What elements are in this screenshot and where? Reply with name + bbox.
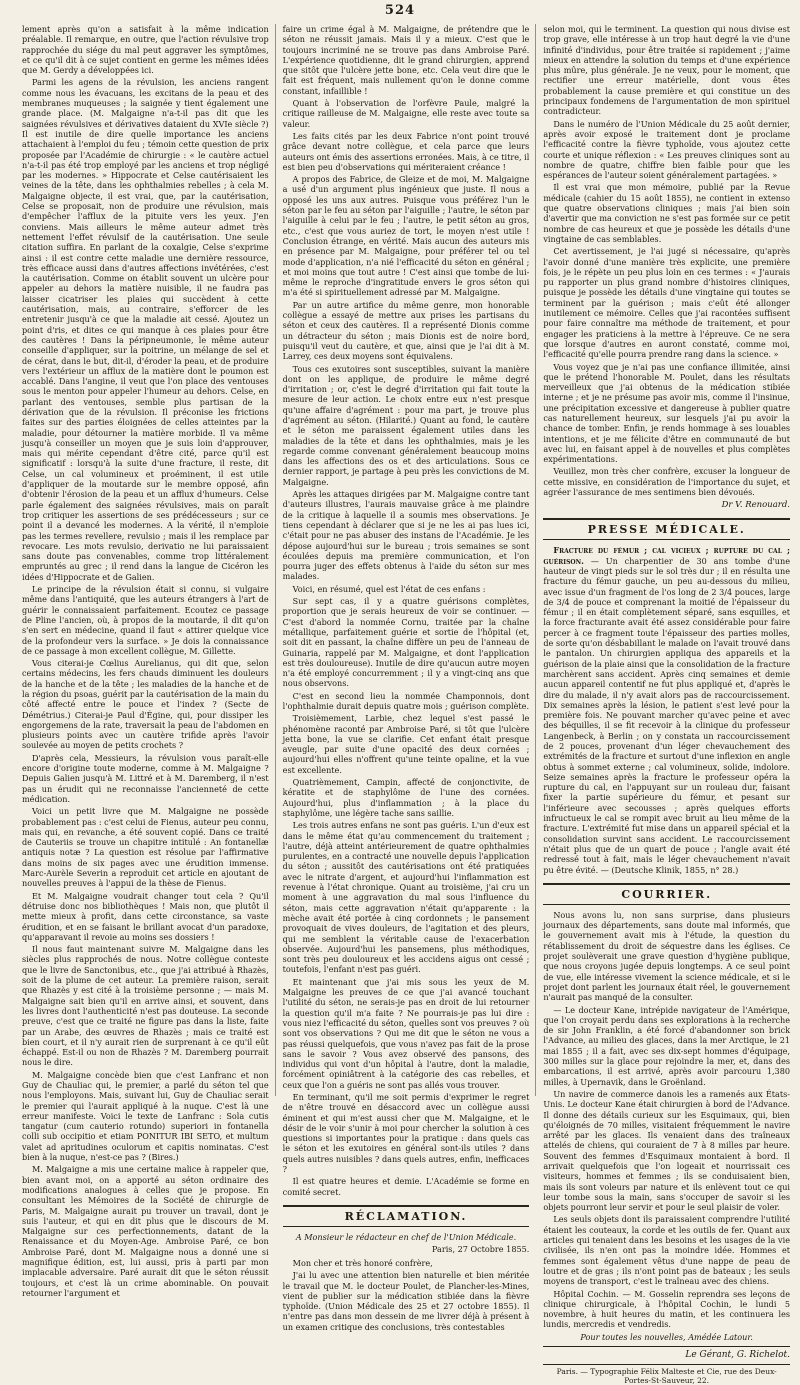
page-columns [22, 24, 791, 1385]
paragraph: Par un autre artifice du même genre, mon honorable collègue a essayé de mettre aux prises les partisans du séton et ceux des cautères. Il a représenté Dionis comme un détracteur du séton ; mais Dionis est de noire bord, puisqu'il veut du cautère, et que, ainsi que je l'ai dit à M. Larrey, ces deux moyens sont équivalens. [282, 299, 530, 362]
courrier-sign: Pour toutes les nouvelles, Amédée Latour. [580, 1331, 753, 1342]
letter-signature: Dr V. Renouard. [721, 500, 791, 511]
paragraph: Quant à l'observation de l'orfèvre Paule, malgré la critique railleuse de M. Malgaigne, elle reste avec toute sa valeur. [282, 98, 530, 129]
courrier-heading: COURRIER. [543, 883, 790, 905]
paragraph: Le principe de la révulsion était si connu, si vulgaire même dans l'antiquité, que les auteurs étrangers à l'art de guérir le connaissaient parfaitement. Ecoutez ce passage de Pline l'ancien, où, à propos de la moutarde, il dit qu'on s'en sert en médecine, quand il faut « attirer quelque vice de la profondeur vers la surface. » Je dois la connaissance de ce passage à mon excellent collègue, M. Gillette. [22, 584, 269, 656]
paragraph: Cet avertissement, je l'ai jugé si nécessaire, qu'après l'avoir donné d'une manière très explicite, une première fois, je le répète un peu plus loin en ces termes : « J'aurais pu rapporter un plus grand nombre d'histoires cliniques, puisque je possède les détails d'une vingtaine qui toutes se terminent par la guérison ; mais c'eût été allonger inutilement ce mémoire. Celles que j'ai racontées suffisent pour faire connaître ma méthode de traitement, et pour engager les praticiens à la mettre à l'épreuve. Ce ne sera que lorsque d'autres en auront constaté, comme moi, l'efficacité qu'elle pourra prendre rang dans la science. » [543, 246, 791, 360]
paragraph: Les seuls objets dont ils paraissaient comprendre l'utilité étaient les couteaux, la corde et les outils de fer. Quant aux articles qui tenaient dans les besoins et les usages de la vie civilisée, ils n'en ont pas la moindre idée. Hommes et femmes sont également vêtus d'une nappe de peau de loutre et de gras ; ils n'ont point pas de bateaux ; les seuls moyens de transport, c'est le traîneau avec des chiens. [543, 1214, 791, 1287]
paragraph: Et maintenant que j'ai mis sous les yeux de M. Malgaigne les preuves de ce que j'ai avancé touchant l'utilité du séton, ne serais-je pas en droit de lui retourner la question qu'il m'a faite ? Ne pourrais-je pas lui dire : vous niez l'efficacité du séton, quelles sont vos preuves ? où sont vos observations ? Qui me dit que le séton ne vous a pas réussi quelquefois, que vous n'avez pas fait de la prose sans le savoir ? Vous avez observé des pansons, des individus qui vont d'un hôpital à l'autre, dont la maladie, forcément opiniâtrent à la catégorie des cas rebelles, et ceux que l'on a guéris ne sont pas allés vous trouver. [282, 976, 530, 1090]
paragraph: J'ai lu avec une attention bien naturelle et bien méritée le travail que M. le docteur Poulet, de Plancher-les-Mines, vient de publier sur la médication stibiée dans la fièvre typhoïde. (Union Médicale des 25 et 27 octobre 1855). Il n'entre pas dans mon dessein de me livrer déjà à présent à un examen critique des conclusions, très contestables [282, 1270, 530, 1332]
paragraph: — Le docteur Kane, intrépide navigateur de l'Amérique, que l'on croyait perdu dans ses explorations à la recherche de sir John Franklin, a été forcé d'abandonner son brick l'Advance, au milieu des glaces, dans la mer Arctique, le 21 mai 1855 ; il a fait, avec ses dix-sept hommes d'équipage, 300 milles sur la glace pour rejoindre la mer, et, dans des embarcations, il est arrivé, après avoir parcouru 1,380 milles, à Upernavik, dans le Groënland. [543, 1004, 791, 1087]
printer-line: Paris. — Typographie Félix Malteste et Cie, rue des Deux-Portes-St-Sauveur, 22. [556, 1366, 777, 1385]
paragraph: Il est vrai que mon mémoire, publié par la Revue médicale (cahier du 15 août 1855), ne contient in extenso que quatre observations cliniques ; mais j'ai bien soin d'avertir que ma conviction ne s'est pas formée sur ce petit nombre de cas heureux et que je possède les détails d'une vingtaine de cas semblables. [543, 182, 791, 244]
column-2 [282, 24, 530, 1332]
paragraph: C'est en second lieu la nommée Champonnois, dont l'ophthalmie durait depuis quatre mois ; guérison complète. [282, 690, 530, 711]
paragraph: Après les attaques dirigées par M. Malgaigne contre tant d'auteurs illustres, l'aurais mauvaise grâce à me plaindre de la critique à laquelle il a soumis mes observations. Je tiens cependant à déclarer que si je ne les ai pas lues ici, c'était pour ne pas abuser des instans de l'Académie. Je les dépose aujourd'hui sur le bureau ; trois semaines se sont écoulées depuis ma première communication, et l'on pourra juger des effets obtenus à l'aide du séton sur mes malades. [282, 489, 530, 582]
footer-rule [543, 1346, 790, 1347]
paragraph: Nous avons lu, non sans surprise, dans plusieurs journaux des départements, sans doute mal informés, que le gouvernement avait mis à l'étude, la question du rétablissement du droit de séquestre dans les églises. Ce projet soulèverait une grave question d'hygiène publique, que nous croyons jugée depuis longtemps. A ce seul point de vue, elle intéresse vivement la science médicale, et si le projet dont parlent les journaux était réel, le gouvernement n'aurait pas manqué de la consulter. [543, 909, 791, 1003]
paragraph: Troisièmement, Larbie, chez lequel s'est passé le phénomène raconté par Ambroise Paré, si tôt que l'ulcère jetta bone, la vue se clarifie. Cet enfant était presque aveugle, par suite d'une opacité des deux cornées ; aujourd'hui elles n'offrent qu'une teinte opaline, et la vue est excellente. [282, 713, 530, 775]
gerant-line: Le Gérant, G. Richelot. [685, 1349, 791, 1360]
paragraph: Voici un petit livre que M. Malgaigne ne possède probablement pas : c'est celui de Fienus, auteur peu connu, mais qui, en revanche, a été souvent copié. Dans ce traité de Cauteriis se trouve un chapitre intitulé : An fontanellæ antiquis notæ ? La question est résolue par l'affirmative dans moins de six pages avec une érudition immense. Marc-Aurèle Severin a reproduit cet article en ajoutant de nouvelles preuves à l'appui de la thèse de Fienus. [22, 806, 269, 889]
paragraph: Quatrièmement, Campin, affecté de conjonctivite, de kératite et de staphylôme de l'une des cornées. Aujourd'hui, plus d'inflammation ; à la place du staphylôme, une légère tache sans saillie. [282, 777, 530, 818]
paragraph: Hôpital Cochin. — M. Gosselin reprendra ses leçons de clinique chirurgicale, à l'hôpital Cochin, le lundi 5 novembre, à huit heures du matin, et les continuera les lundis, mercredis et vendredis. [543, 1288, 791, 1330]
reclamation-heading: RÉCLAMATION. [283, 1205, 530, 1227]
reclamation-date: Paris, 27 Octobre 1855. [431, 1243, 530, 1254]
paragraph: Dans le numéro de l'Union Médicale du 25 août dernier, après avoir exposé le traitement dont je proclame l'efficacité contre la fièvre typhoïde, vous ajoutez cette courte et unique réflexion : « Les preuves cliniques sont au nombre de quatre, chiffre bien faible pour que les espérances de l'auteur soient généralement partagées. » [543, 118, 791, 181]
column-3 [543, 24, 791, 1385]
paragraph: Vous citerai-je Cœlius Aurelianus, qui dit que, selon certains médecins, les fers chauds diminuent les douleurs de la hanche et de la tête ; les maladies de la hanche et de la région du psoas, guérit par la cautérisation de la main du côté affecté entre le pouce et l'index ? (Secte de Démétrius.) Citerai-je Paul d'Égine, qui, pour dissiper les engorgemens de la rate, traversait la peau de l'abdomen en plusieurs points avec un cautère trifide après l'avoir soulevée au moyen de petits crochets ? [22, 658, 269, 751]
paragraph [543, 545, 790, 875]
paragraph: M. Malgaigne concède bien que c'est Lanfranc et non Guy de Chauliac qui, le premier, a parlé du séton tel que nous l'employons. Mais, suivant lui, Guy de Chauliac serait le premier qui l'aurait appliqué à la nuque. C'est là une erreur manifeste. Voici le texte de Lanfranc : Sola cutis tangatur (cum cauterio rotundo) superiori in fontanella colli sub occipitio et etiam PONITUR IBI SETO, et multum valet ad apritudines oculorum et capitis nominatas. C'est bien à la nuque, n'est-ce pas ? (Bires.) [22, 1069, 269, 1163]
paragraph: Il nous faut maintenant suivre M. Malgaigne dans les siècles plus rapprochés de nous. Notre collègue conteste que le livre de Sanctonibus, etc., que j'ai attribué à Rhazès, soit de la plume de cet auteur. La première raison, serait que Rhazès y est cité à la troisième personne ; — mais M. Malgaigne sait bien qu'il en arrive ainsi, et souvent, dans les livres dont l'authenticité n'est pas douteuse. La seconde preuve, c'est que ce traité ne figure pas dans la liste, faite par un Arabe, des œuvres de Rhazès ; mais ce traité est bien court, et il n'y aurait rien de surprenant à ce qu'il eût échappé. Est-il ou non de Rhazès ? M. Daremberg pourrait nous le dire. [22, 944, 269, 1068]
presse-body: — Un charpentier de 30 ans tombe d'une hauteur de vingt pieds sur le sol très dur ; il en résulta une fracture du fémur gauche, un peu au-dessous du milieu, avec issue d'un fragment de l'os long de 2 3/4 pouces, large de 3/4 de pouce et comprenant la moitié de l'épaisseur du fémur ; il en était complètement séparé, sans esquilles, et la force fracturante avait été assez considérable pour faire percer à ce fragment toute l'épaisseur des parties molles, de sorte qu'on désbabillant le malade on l'avait trouvé dans le pantalon. Un chirurgien appliqua des appareils et la guérison de la plaie ainsi que la consolidation de la fracture marchèrent sans accident. Après cinq semaines et demie aucun appareil contentif ne fut plus appliqué et, d'après le dire du malade, il n'y avait alors pas de raccourcissement. Dix semaines après la lésion, le patient s'est levé pour la première fois. Ne pouvant marcher qu'avec peine et avec des béquilles, il se fit recevoir à la clinique du professeur Langenbeck, à Berlin ; on y constata un raccourcissement de 2 pouces, provenant d'un léger chevauchement des extrémités de la fracture et surtout d'une inflexion en angle obtus à sommet externe ; cal volumineux, solide, indolore. Seize semaines après la fracture le professeur opéra la rupture du cal, en l'appuyant sur un rouleau dur, faisant fixer la partie supérieure du fémur, et pesant sur l'inférieure avec secousses ; après quelques efforts infructueux le cal se rompit avec bruit au lieu même de la fracture. L'extrémité fut mise dans un appareil spécial et la consolidation survint sans accident. Le raccourcissement n'était plus que de un quart de pouce ; l'angle avait été redressé tout à fait, mais le léger chevauchement n'avait pu être évité. — (Deutsche Klinik, 1855, n° 28.) [543, 555, 791, 875]
paragraph: Mon cher et très honoré confrère, [292, 1257, 433, 1268]
paragraph: Voici, en résumé, quel est l'état de ces enfans : [292, 583, 486, 594]
paragraph: D'après cela, Messieurs, la révulsion vous paraît-elle encore d'origine toute moderne, comme à M. Malgaigne ? Depuis Galien jusqu'à M. Littré et à M. Daremberg, il n'est pas un érudit qui ne reconnaisse l'ancienneté de cette médication. [22, 752, 269, 804]
paragraph: lement après qu'on a satisfait à la même indication préalable. Il remarque, en outre, que l'action révulsive trop rapprochée du siége du mal peut aggraver les symptômes, et ce qu'il dit à ce sujet contient en germe les mêmes idées que M. Gerdy a développées ici. [22, 24, 269, 76]
paragraph: Un navire de commerce danois les a ramenés aux États-Unis. Le docteur Kane était chirurgien à bord de l'Advance. Il donne des détails curieux sur les Esquimaux, qui, bien qu'éloignés de 70 milles, visitaient fréquemment le navire arrêté par les glaces. Ils venaient dans des traîneaux attelés de chiens, qui couraient de 7 à 8 milles par heure. Souvent des femmes d'Esquimaux montaient à bord. Il arrivait quelquefois que l'on logeait et nourrissait ces visiteurs, hommes et femmes ; ils se conduisaient bien, mais ils sont voleurs par nature et ils enlèvent tout ce qui leur tombe sous la main, sans s'occuper de savoir si les objets pourront leur servir et pour le seul plaisir de voler. [543, 1088, 791, 1213]
page-number: 524 [384, 3, 416, 18]
column-1 [22, 24, 269, 1298]
paragraph: Il est quatre heures et demie. L'Académie se forme en comité secret. [282, 1176, 530, 1197]
reclamation-address: A Monsieur le rédacteur en chef de l'Union Médicale. [295, 1231, 517, 1242]
paragraph: A propos des Fabrice, de Gleize et de moi, M. Malgaigne a usé d'un argument plus ingénieux que juste. Il nous a opposé les uns aux autres. Puisque vous préférez l'un le séton par le feu au séton par l'aiguille ; l'autre, le séton par l'aiguille à celui par le feu ; l'autre, le petit séton au gros, etc., c'est que vous auriez de tort, le moyen n'est utile ! Conclusion étrange, en vérité. Mais aucun des auteurs mis en présence par M. Malgaigne, pour préférer tel ou tel mode d'application, n'a nié l'efficacité du séton en général ; et moi moins que tout autre ! C'est ainsi que tombe de lui-même le reproche d'ingratitude envers le gros séton qui m'a été si spirituellement adressé par M. Malgaigne. [282, 174, 530, 298]
paragraph: Parmi les agens de la révulsion, les anciens rangent comme nous les évacuans, les excitans de la peau et des membranes muqueuses ; la saignée y tient également une grande place. (M. Malgaigne n'a-t-il pas dit que les saignées révulsives et dérivatives dataient du XVIe siècle ?) Il est inutile de dire quelle importance les anciens attachaient à l'emploi du feu ; témoin cette question de prix proposée par l'Académie de chirurgie : « le cautère actuel n'a-t-il pas été trop employé par les anciens et trop négligé par les modernes. » Hippocrate et Celse cautérisaient les veines de la tête, dans les ophthalmies rebelles ; à cela M. Malgaigne objecte, il est vrai, que, par la cautérisation, Celse se proposait, non de produire une révulsion, mais d'empêcher l'afflux de la pituite vers les yeux. J'en conviens. Mais ailleurs le même auteur admet très nettement l'effet révulsif de la cautérisation. Une seule citation suffira. En parlant de la coxalgie, Celse s'exprime ainsi : il est contre cette maladie une dernière ressource, très efficace aussi dans d'autres affections invétérées, c'est la cautérisation. Comme on établit souvent un ulcère pour appeler au dehors la matière nuisible, il ne faudra pas laisser cicatriser les plaies qui succèdent à cette cautérisation, mais, au contraire, s'efforcer de les entretenir jusqu'à ce que la maladie ait cessé. Ajoutez un point d'ris, et dites ce qui manque à ces plaies pour être des cautères ! Dans la péripneumonie, le même auteur conseille d'appliquer, sur la poitrine, un mélange de sel et de cérat, dans le but, dit-il, d'éroder la peau, et de produire vers l'extérieur un afflux de la matière dont le poumon est accablé. Dans l'angine, il veut que l'on place des ventouses sous le menton pour appeler l'humeur au dehors. Celse, en parlant des ventouses, semble plus partisan de la dérivation que de la révulsion. Il préconise les frictions faites sur des parties éloignées de celles atteintes par la maladie, pour détourner la matière morbide. Il va même jusqu'à conseiller un moyen que je suis loin d'approuver, mais qui mérite cependant d'être cité, parce qu'il est significatif : lorsqu'à la suite d'une fracture, il reste, dit Celse, un cal volumineux et proéminent, il est utile d'appliquer de la moutarde sur le membre opposé, afin d'obtenir l'érosion de la peau et un afflux d'humeurs. Celse parle également des saignées révulsives, mais on paraît trop critiquer les assertions de ses prédécesseurs ; sur ce point il a devancé les modernes. A la vérité, il n'emploie pas les termes revellere, revulsio ; mais il les remplace par revocare. Les mots revulsio, derivatio ne lui paraissaient sans doute pas convenables, comme trop littéralement empruntés au grec ; il rend dans la langue de Cicéron les idées d'Hippocrate et de Galien. [22, 77, 269, 582]
paragraph: En terminant, qu'il me soit permis d'exprimer le regret de n'être trouvé en désaccord avec un collègue aussi éminent et qui m'est aussi cher que M. Malgaigne, et le désir de le voir s'unir à moi pour chercher la solution à ces questions si importantes pour la pratique : dans quels cas le séton et les exutoires en général sont-ils utiles ? dans quels autres nuisibles ? dans quels autres, enfin, inefficaces ? [282, 1091, 530, 1175]
paragraph: Sur sept cas, il y a quatre guérisons complètes, proportion que je serais heureux de voir se continuer. — C'est d'abord la nommée Cornu, traitée par la chaîne métallique, parfaitement guérie et sortie de l'hôpital (et, soit dit en passant, la chaîne diffère un peu de l'anneau de Guinaria, rappelé par M. Malgaigne, et dont l'application est très douloureuse). Inutile de dire qu'aucun autre moyen n'a été employé concurremment ; il y a vingt-cinq ans que nous observons. [282, 596, 530, 689]
paragraph: M. Malgaigne a mis une certaine malice à rappeler que, bien avant moi, on a apporté au séton ordinaire des modifications analogues à celles que je propose. En consultant les Mémoires de la Société de chirurgie de Paris, M. Malgaigne aurait pu trouver un travail, dont je suis l'auteur, et qui en dit plus que le discours de M. Malgaigne sur ces perfectionnements, datant de la Renaissance et du Moyen-Age. Ambroise Paré, ce bon Ambroise Paré, dont M. Malgaigne nous a donné une si magnifique édition, est, lui aussi, pris à parti par mon implacable adversaire. Paré aurait dit que le séton réussit toujours, et c'est là un crime abominable. On pouvait retourner l'argument et [22, 1164, 269, 1298]
paragraph: Tous ces exutoires sont susceptibles, suivant la manière dont on les applique, de produire le même degré d'irritation ; or, c'est le degré d'irritation qui fait toute la mesure de leur action. Le choix entre eux n'est presque qu'une affaire d'agrément : pour ma part, je trouve plus d'agrément au séton. (Hilarité.) Quant au fond, le cautère et le séton me paraissent également utiles dans les maladies de la tête et dans les ophthalmies, mais je les regarde comme convenant généralement beaucoup moins dans les affections des os et des articulations. Sous ce dernier rapport, je partage à peu près les convictions de M. Malgaigne. [282, 363, 530, 487]
paragraph: Et M. Malgaigne voudrait changer tout cela ? Qu'il détruise donc nos bibliothèques ! Mais non, que plutôt il mette mieux à profit, dans cette circonstance, sa vaste érudition, et en se faisant le brillant avocat d'un paradoxe, qu'apparavant il revoie au moins ses dossiers ! [22, 890, 269, 942]
paragraph: Veuillez, mon très cher confrère, excuser la longueur de cette missive, en considération de l'importance du sujet, et agréer l'assurance de mes sentimens bien dévoués. [543, 466, 791, 498]
paragraph: Les faits cités par les deux Fabrice n'ont point trouvé grâce devant notre collègue, et cela parce que leurs auteurs ont émis des assertions erronées. Mais, à ce titre, il est bien peu d'observations qui mériteraient créance ! [282, 130, 530, 172]
presse-lead: Fracture du fémur ; cal vicieux ; rupture du cal ; guérison. [543, 545, 791, 566]
presse-medicale-heading: PRESSE MÉDICALE. [543, 518, 790, 540]
paragraph: faire un crime égal à M. Malgaigne, de prétendre que le séton ne réussit jamais. Mais il y a mieux. C'est que le toujours incriminé ne se trouve pas dans Ambroise Paré. L'expérience quotidienne, dit le grand chirurgien, apprend que sitôt que l'ulcère jette bone, etc. Cela veut dire que le fait est fréquent, mais nullement qu'on le donne comme constant, infaillible ! [282, 24, 530, 96]
paragraph: selon moi, qui le terminent. La question qui nous divise est trop grave, elle intéresse à un trop haut degré la vie d'une infinité d'individus, pour être traitée si rapidement ; j'aime mieux en attendre la solution du temps et d'une expérience plus mûre, plus générale. Je ne veux, pour le moment, que rectifier une erreur matérielle, dont vous êtes probablement la cause première et qui constitue un des principaux fondemens de l'argumentation de mon spirituel contradicteur. [543, 24, 791, 117]
paragraph: Les trois autres enfans ne sont pas guéris. L'un d'eux est dans le même état qu'au commencement du traitement ; l'autre, déjà atteint antérieurement de quatre ophthalmies purulentes, en a contracté une nouvelle depuis l'application du séton ; aussitôt des cautérisations ont été pratiquées avec le nitrate d'argent, et aujourd'hui l'inflammation est revenue à l'état chronique. Quant au troisième, j'ai cru un moment à une aggravation du mal sous l'influence du séton, mais cette aggravation n'était qu'apparente : la mèche avait été portée à cinq cordonnets ; le pansement provoquait de vives douleurs, de l'agitation et des pleurs, qui me semblent la véritable cause de l'exacerbation observée. Aujourd'hui les pansemens, plus méthodiques, sont très peu douloureux et les accidens aigus ont cessé ; toutefois, l'enfant n'est pas guéri. [282, 820, 530, 975]
footer-rule [543, 1364, 790, 1365]
paragraph: Vous voyez que je n'ai pas une confiance illimitée, ainsi que le prétend l'honorable M. Poulet, dans les résultats merveilleux que j'ai obtenus de la médication stibiée interne ; et je ne présume pas avoir mis, comme il l'insinue, une précipitation excessive et dangereuse à publier quatre cas naturellement heureux, sur lesquels j'ai pu avoir la chance de tomber. Enfin, je rends hommage à ses louables intentions, et je me félicite d'être en communauté de but avec lui, en faisant appel à de nouvelles et plus complètes expérimentations. [543, 361, 791, 465]
